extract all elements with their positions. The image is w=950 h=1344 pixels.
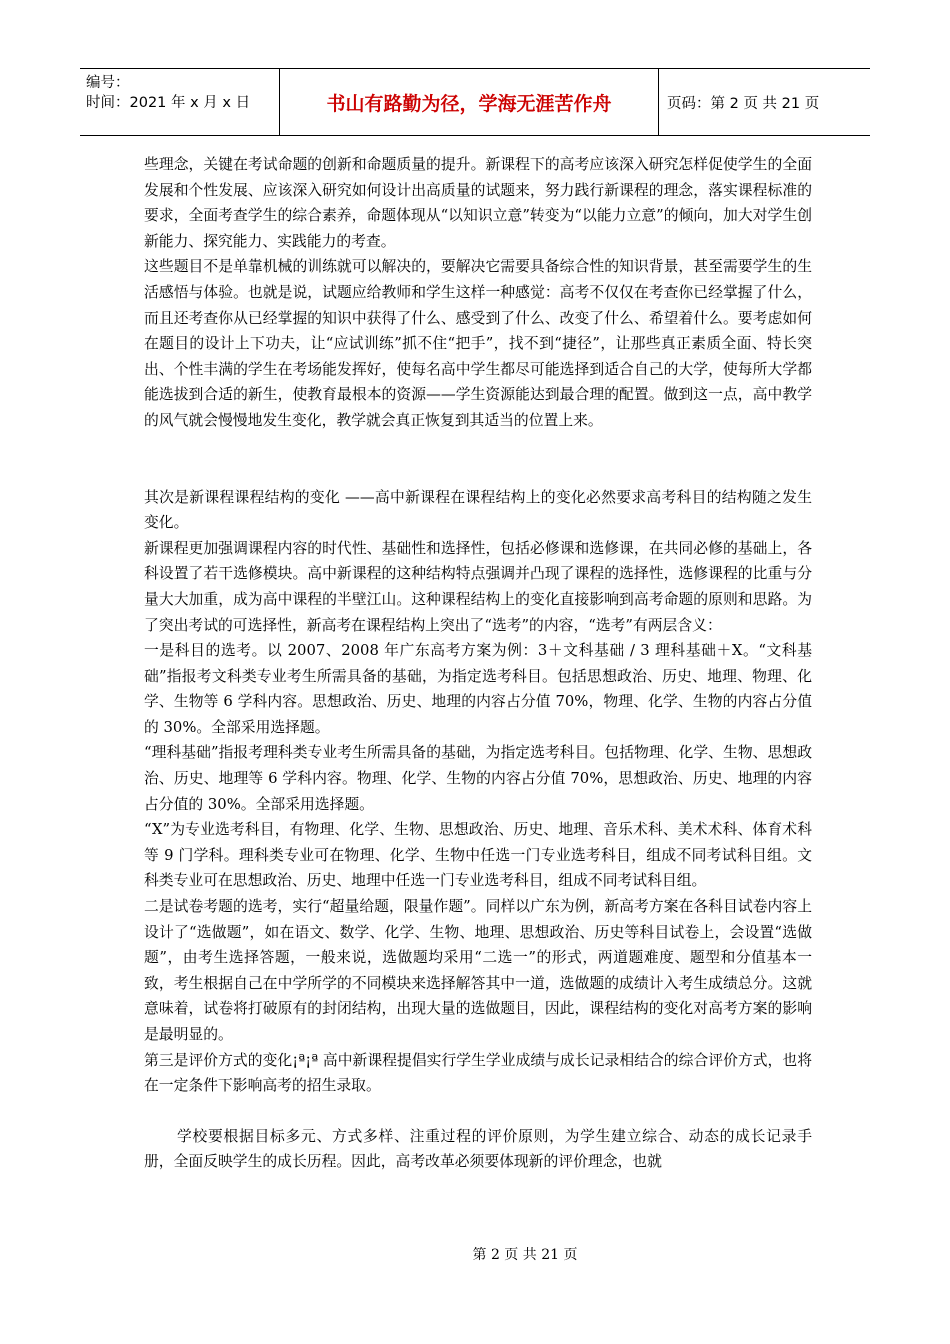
paragraph: 些理念，关键在考试命题的创新和命题质量的提升。新课程下的高考应该深入研究怎样促使学生的全面发展和个性发展、应该深入研究如何设计出高质量的试题来，努力践行新课程的理念，落实课程标准的要求，全面考查学生的综合素养，命题体现从“以知识立意”转变为“以能力立意”的倾向，加大对学生创新能力、探究能力、实践能力的考查。	[144, 156, 812, 250]
paragraph: 新课程更加强调课程内容的时代性、基础性和选择性，包括必修课和选修课，在共同必修的基础上，各科设置了若干选修模块。高中新课程的这种结构特点强调并凸现了课程的选择性，选修课程的比重与分量大大加重，成为高中课程的半壁江山。这种课程结构上的变化直接影响到高考命题的原则和思路。为了突出考试的可选择性，新高考在课程结构上突出了“选考”的内容，“选考”有两层含义：	[144, 539, 812, 634]
paragraph: “X”为专业选考科目，有物理、化学、生物、思想政治、历史、地理、音乐术科、美术术科、体育术科等 9 门学科。理科类专业可在物理、化学、生物中任选一门专业选考科目，组成不同考试科目组。文科类专业可在思想政治、历史、地理中任选一门专业选考科目，组成不同考试科目组。	[144, 821, 812, 890]
paragraph: 这些题目不是单靠机械的训练就可以解决的，要解决它需要具备综合性的知识背景，甚至需要学生的生活感悟与体验。也就是说，试题应给教师和学生这样一种感觉：高考不仅仅在考查你已经掌握了什么，而且还考查你从已经掌握的知识中获得了什么、感受到了什么、改变了什么、希望着什么。要考虑如何在题目的设计上下功夫，让“应试训练”抓不住“把手”，找不到“捷径”，让那些真正素质全面、特长突出、个性丰满的学生在考场能发挥好，使每名高中学生都尽可能选择到适合自己的大学，使每所大学都能选拔到合适的新生，使教育最根本的资源——学生资源能达到最合理的配置。做到这一点，高中教学的风气就会慢慢地发生变化，教学就会真正恢复到其适当的位置上来。	[144, 258, 812, 429]
document-date: 时间：2021 年 x 月 x 日	[86, 95, 251, 111]
paragraph: “理科基础”指报考理科类专业考生所需具备的基础，为指定选考科目。包括物理、化学、生物、思想政治、历史、地理等 6 学科内容。物理、化学、生物的内容占分值 70%，思想政治、历史、地理的内容占分值的 30%。全部采用选择题。	[144, 744, 812, 813]
paragraph: 其次是新课程课程结构的变化 ——高中新课程在课程结构上的变化必然要求高考科目的结构随之发生变化。	[144, 488, 812, 532]
header-motto: 书山有路勤为径，学海无涯苦作舟	[280, 69, 659, 135]
spacer	[144, 1099, 812, 1124]
paragraph: 学校要根据目标多元、方式多样、注重过程的评价原则，为学生建立综合、动态的成长记录手册，全面反映学生的成长历程。因此，高考改革必须要体现新的评价理念，也就	[144, 1127, 812, 1171]
paragraph: 二是试卷考题的选考，实行“超量给题，限量作题”。同样以广东为例，新高考方案在各科目试卷内容上设计了“选做题”，如在语文、数学、化学、生物、地理、思想政治、历史等科目试卷上，会设置“选做题”，由考生选择答题，一般来说，选做题均采用“二选一”的形式，两道题难度、题型和分值基本一致，考生根据自己在中学所学的不同模块来选择解答其中一道，选做题的成绩计入考生成绩总分。这就意味着，试卷将打破原有的封闭结构，出现大量的选做题目，因此，课程结构的变化对高考方案的影响是最明显的。	[144, 898, 812, 1043]
paragraph: 一是科目的选考。以 2007、2008 年广东高考方案为例：3＋文科基础 / 3 理科基础＋X。“文科基础”指报考文科类专业考生所需具备的基础，为指定选考科目。包括思想政治、历史、地理、物理、化学、生物等 6 学科内容。思想政治、历史、地理的内容占分值 70%，物理、化学、生物的内容占分值的 30%。全部采用选择题。	[144, 642, 812, 736]
document-number-label: 编号：	[86, 75, 130, 91]
spacer	[144, 434, 812, 485]
header-page-info: 页码：第 2 页 共 21 页	[667, 95, 820, 112]
paragraph: 第三是评价方式的变化¡ª¡ª 高中新课程提倡实行学生学业成绩与成长记录相结合的综合评价方式，也将在一定条件下影响高考的招生录取。	[144, 1051, 812, 1095]
page-header	[80, 68, 870, 136]
page-footer: 第 2 页 共 21 页	[472, 1247, 578, 1263]
document-body	[144, 152, 812, 1175]
header-meta	[80, 69, 280, 135]
